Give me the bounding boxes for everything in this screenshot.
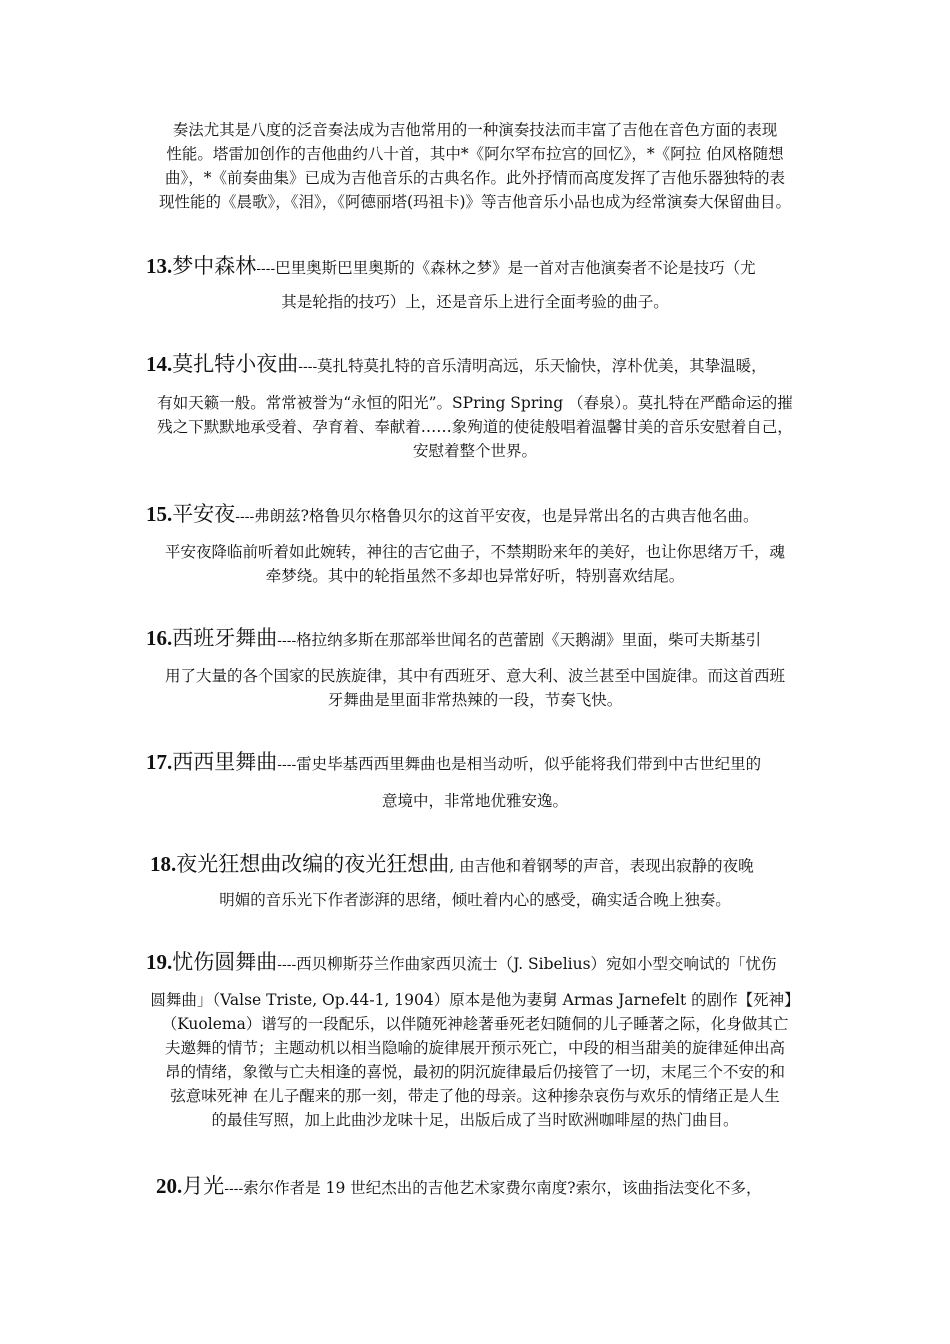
entry-first-line: 雷史毕基西西里舞曲也是相当动听，似乎能将我们带到中古世纪里的: [296, 755, 762, 773]
entry-heading: [146, 348, 856, 378]
entry-title: 夜光狂想曲改编的夜光狂想曲: [176, 852, 450, 876]
entry-number: 13.: [146, 254, 173, 278]
entry-line: （Kuolema）谱写的一段配乐，以伴随死神趁著垂死老妇随侗的儿子睡著之际，化身做其亡: [161, 1015, 789, 1033]
entry-number: 16.: [146, 626, 173, 650]
entry-line: 用了大量的各个国家的民族旋律，其中有西班牙、意大利、波兰甚至中国旋律。而这首西班: [164, 667, 785, 685]
entry-dash: ----: [277, 957, 297, 973]
entry-line: 明媚的音乐光下作者澎湃的思绪，倾吐着内心的感受，确实适合晚上独奏。: [219, 891, 731, 909]
entry-line: 平安夜降临前听着如此婉转，神往的吉它曲子，不禁期盼来年的美好，也让你思绪万千，魂: [164, 543, 785, 561]
entry-dash: ,: [449, 857, 460, 875]
entry-line: 圆舞曲」（Valse Triste, Op.44-1, 1904）原本是他为妻舅 Armas Jarnefelt 的剧作【死神】: [150, 991, 800, 1009]
entry-first-line: 格拉纳多斯在那部举世闻名的芭蕾剧《天鹅湖》里面，柴可夫斯基引: [296, 631, 762, 649]
entry-line: 昂的情绪，象徵与亡夫相逢的喜悦，最初的阴沉旋律最后仍接管了一切，末尾三个不安的和: [164, 1063, 785, 1081]
intro-line: 奏法尤其是八度的泛音奏法成为吉他常用的一种演奏技法而丰富了吉他在音色方面的表现: [172, 121, 778, 139]
entry-line: 弦意味死神 在儿子醒来的那一刻，带走了他的母亲。这种掺杂哀伤与欢乐的情绪正是人生: [170, 1087, 780, 1105]
entry-first-line: 莫扎特莫扎特的音乐清明高远，乐天愉快，淳朴优美，其挚温暖，: [317, 357, 767, 375]
entry-dash: ----: [224, 1181, 244, 1197]
entry-number: 20.: [156, 1174, 183, 1198]
intro-line: 曲》，*《前奏曲集》已成为吉他音乐的古典名作。此外抒情而高度发挥了吉他乐器独特的表: [164, 169, 785, 187]
entry-heading: [146, 622, 856, 652]
intro-line: 现性能的《晨歌》，《泪》，《阿德丽塔(玛祖卡)》等吉他音乐小品也成为经常演奏大保留曲目。: [158, 193, 792, 211]
entry-title: 西西里舞曲: [172, 750, 278, 774]
entry-dash: ----: [277, 633, 297, 649]
entry-heading: [150, 848, 860, 878]
entry-title: 月光: [182, 1174, 225, 1198]
entry-dash: ----: [277, 757, 297, 773]
entry-first-line: 弗朗兹?格鲁贝尔格鲁贝尔的这首平安夜，也是异常出名的古典吉他名曲。: [254, 507, 759, 525]
entry-title: 莫扎特小夜曲: [172, 352, 299, 376]
entry-title: 平安夜: [172, 502, 236, 526]
entry-number: 18.: [150, 852, 177, 876]
entry-line: 的最佳写照，加上此曲沙龙味十足，出版后成了当时欧洲咖啡屋的热门曲目。: [211, 1111, 739, 1129]
entry-first-line: 西贝柳斯芬兰作曲家西贝流士（J. Sibelius）宛如小型交响试的「忧伤: [296, 955, 777, 973]
entry-number: 14.: [146, 352, 173, 376]
entry-title: 梦中森林: [172, 254, 257, 278]
entry-number: 17.: [146, 750, 173, 774]
entry-heading: [146, 498, 856, 528]
intro-line: 性能。塔雷加创作的吉他曲约八十首，其中*《阿尔罕布拉宫的回忆》，*《阿拉 伯风格随想: [166, 145, 784, 163]
entry-line: 有如天籁一般。常常被誉为“永恒的阳光”。SPring Spring （春泉）。莫扎特在严酷命运的摧: [157, 394, 793, 412]
entry-heading: [146, 250, 856, 280]
entry-line: 安慰着整个世界。: [412, 442, 537, 460]
entry-title: 忧伤圆舞曲: [172, 950, 278, 974]
entry-line: 牵梦绕。其中的轮指虽然不多却也异常好听，特别喜欢结尾。: [265, 567, 685, 585]
entry-dash: ----: [298, 359, 318, 375]
entry-number: 19.: [146, 950, 173, 974]
entry-line: 意境中，非常地优雅安逸。: [381, 792, 568, 810]
entry-line: 其是轮指的技巧）上，还是音乐上进行全面考验的曲子。: [281, 293, 669, 311]
entry-first-line: 巴里奥斯巴里奥斯的《森林之梦》是一首对吉他演奏者不论是技巧（尤: [275, 259, 756, 277]
entry-title: 西班牙舞曲: [172, 626, 278, 650]
entry-heading: [156, 1170, 866, 1200]
entry-dash: ----: [256, 261, 276, 277]
entry-line: 残之下默默地承受着、孕育着、奉献着……象殉道的使徒般唱着温馨甘美的音乐安慰着自己，: [157, 418, 793, 436]
entry-dash: ----: [235, 509, 255, 525]
entry-line: 牙舞曲是里面非常热辣的一段，节奏飞快。: [327, 691, 623, 709]
entry-first-line: 由吉他和着钢琴的声音，表现出寂静的夜晚: [459, 857, 754, 875]
entry-number: 15.: [146, 502, 173, 526]
entry-heading: [146, 746, 856, 776]
entry-first-line: 索尔作者是 19 世纪杰出的吉他艺术家费尔南度?索尔，该曲指法变化不多，: [243, 1179, 762, 1197]
entry-line: 夫邀舞的情节；主题动机以相当隐喻的旋律展开预示死亡，中段的相当甜美的旋律延伸出高: [164, 1039, 785, 1057]
entry-heading: [146, 946, 856, 976]
